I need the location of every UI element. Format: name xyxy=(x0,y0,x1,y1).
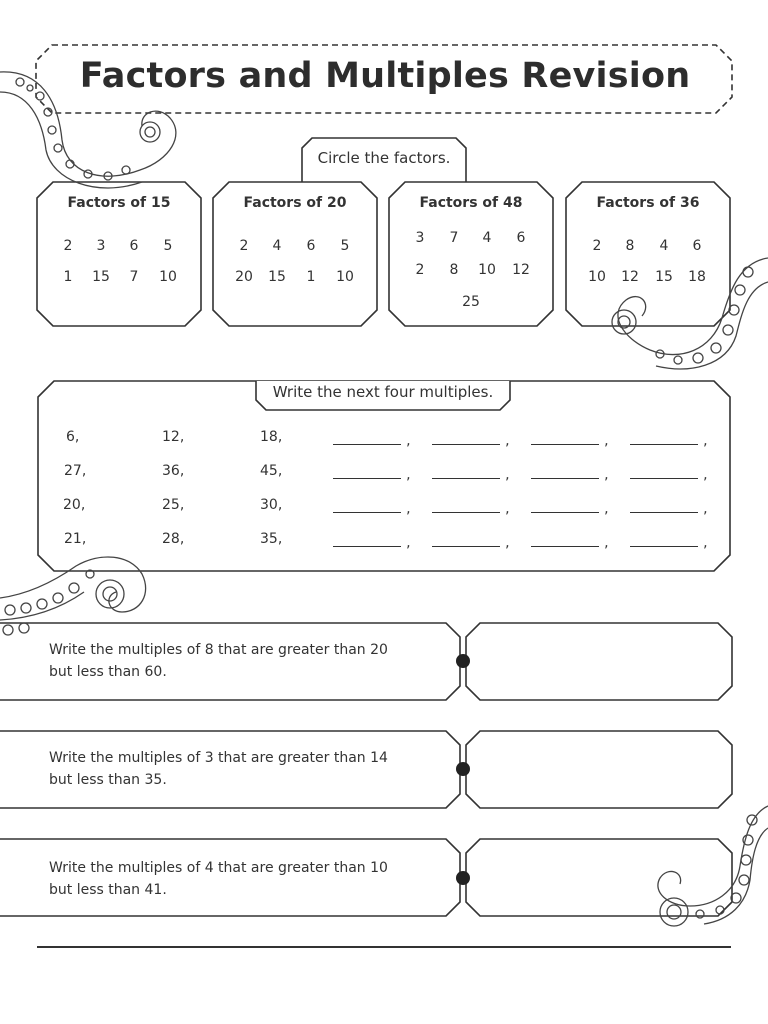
factor-number[interactable]: 3 xyxy=(96,238,106,254)
factor-number[interactable]: 4 xyxy=(659,238,669,254)
answer-blank[interactable]: , xyxy=(333,532,411,551)
factor-number[interactable]: 4 xyxy=(272,238,282,254)
factor-card-48 xyxy=(389,182,553,326)
answer-blank[interactable]: , xyxy=(333,464,411,483)
question-line: but less than 35. xyxy=(49,772,167,788)
card-title: Factors of 20 xyxy=(243,195,347,211)
given-multiple: 18, xyxy=(260,429,283,445)
factor-number[interactable]: 7 xyxy=(129,269,139,285)
answer-blank[interactable]: , xyxy=(630,430,708,449)
factor-number[interactable]: 6 xyxy=(516,230,526,246)
factor-number[interactable]: 2 xyxy=(415,262,425,278)
factor-number[interactable]: 25 xyxy=(462,294,480,310)
factor-number[interactable]: 1 xyxy=(306,269,316,285)
factor-number[interactable]: 1 xyxy=(63,269,73,285)
factor-number[interactable]: 18 xyxy=(688,269,706,285)
factor-number[interactable]: 8 xyxy=(449,262,459,278)
factor-number[interactable]: 5 xyxy=(163,238,173,254)
factor-number[interactable]: 10 xyxy=(588,269,606,285)
answer-blank[interactable]: , xyxy=(333,430,411,449)
question-line: but less than 60. xyxy=(49,664,167,680)
answer-blank[interactable]: , xyxy=(432,430,510,449)
given-multiple: 45, xyxy=(260,463,283,479)
multiples-label: Write the next four multiples. xyxy=(272,383,494,401)
given-multiple: 20, xyxy=(63,497,86,513)
factor-card-20 xyxy=(213,182,377,326)
answer-box-2[interactable] xyxy=(470,735,728,805)
answer-blank[interactable]: , xyxy=(630,464,708,483)
factor-number[interactable]: 15 xyxy=(655,269,673,285)
factor-number[interactable]: 6 xyxy=(129,238,139,254)
question-2-text xyxy=(49,747,429,791)
factor-number[interactable]: 20 xyxy=(235,269,253,285)
circle-factors-label: Circle the factors. xyxy=(317,149,451,167)
given-multiple: 6, xyxy=(66,429,80,445)
answer-blank[interactable]: , xyxy=(531,498,609,517)
factor-card-36 xyxy=(566,182,730,326)
question-line: but less than 41. xyxy=(49,882,167,898)
factor-number[interactable]: 12 xyxy=(512,262,530,278)
card-title: Factors of 48 xyxy=(419,195,523,211)
factor-number[interactable]: 2 xyxy=(239,238,249,254)
card-title: Factors of 15 xyxy=(67,195,171,211)
factor-number[interactable]: 4 xyxy=(482,230,492,246)
given-multiple: 21, xyxy=(64,531,87,547)
question-line: Write the multiples of 8 that are greater than 20 xyxy=(49,642,388,658)
question-line: Write the multiples of 4 that are greater than 10 xyxy=(49,860,388,876)
question-1-text xyxy=(49,639,429,683)
answer-blank[interactable]: , xyxy=(630,498,708,517)
factor-number[interactable]: 10 xyxy=(336,269,354,285)
factor-number[interactable]: 2 xyxy=(592,238,602,254)
factor-number[interactable]: 15 xyxy=(92,269,110,285)
answer-blank[interactable]: , xyxy=(432,532,510,551)
factor-number[interactable]: 6 xyxy=(692,238,702,254)
answer-blank[interactable]: , xyxy=(432,498,510,517)
question-line: Write the multiples of 3 that are greater than 14 xyxy=(49,750,388,766)
answer-box-1[interactable] xyxy=(470,627,728,697)
answer-blank[interactable]: , xyxy=(432,464,510,483)
given-multiple: 25, xyxy=(162,497,185,513)
factor-card-15 xyxy=(37,182,201,326)
answer-blank[interactable]: , xyxy=(531,464,609,483)
factor-number[interactable]: 5 xyxy=(340,238,350,254)
factor-number[interactable]: 15 xyxy=(268,269,286,285)
answer-blank[interactable]: , xyxy=(333,498,411,517)
answer-blank[interactable]: , xyxy=(630,532,708,551)
factor-number[interactable]: 3 xyxy=(415,230,425,246)
answer-blank[interactable]: , xyxy=(531,532,609,551)
given-multiple: 36, xyxy=(162,463,185,479)
given-multiple: 35, xyxy=(260,531,283,547)
answer-blank[interactable]: , xyxy=(531,430,609,449)
given-multiple: 28, xyxy=(162,531,185,547)
card-title: Factors of 36 xyxy=(596,195,700,211)
answer-box-3[interactable] xyxy=(470,843,728,913)
factor-number[interactable]: 10 xyxy=(159,269,177,285)
factor-number[interactable]: 7 xyxy=(449,230,459,246)
factor-number[interactable]: 8 xyxy=(625,238,635,254)
factor-number[interactable]: 10 xyxy=(478,262,496,278)
given-multiple: 30, xyxy=(260,497,283,513)
given-multiple: 12, xyxy=(162,429,185,445)
factor-number[interactable]: 12 xyxy=(621,269,639,285)
factor-number[interactable]: 6 xyxy=(306,238,316,254)
multiples-rows xyxy=(38,420,730,570)
question-3-text xyxy=(49,857,429,901)
factor-number[interactable]: 2 xyxy=(63,238,73,254)
page-title: Factors and Multiples Revision xyxy=(79,56,691,96)
given-multiple: 27, xyxy=(64,463,87,479)
